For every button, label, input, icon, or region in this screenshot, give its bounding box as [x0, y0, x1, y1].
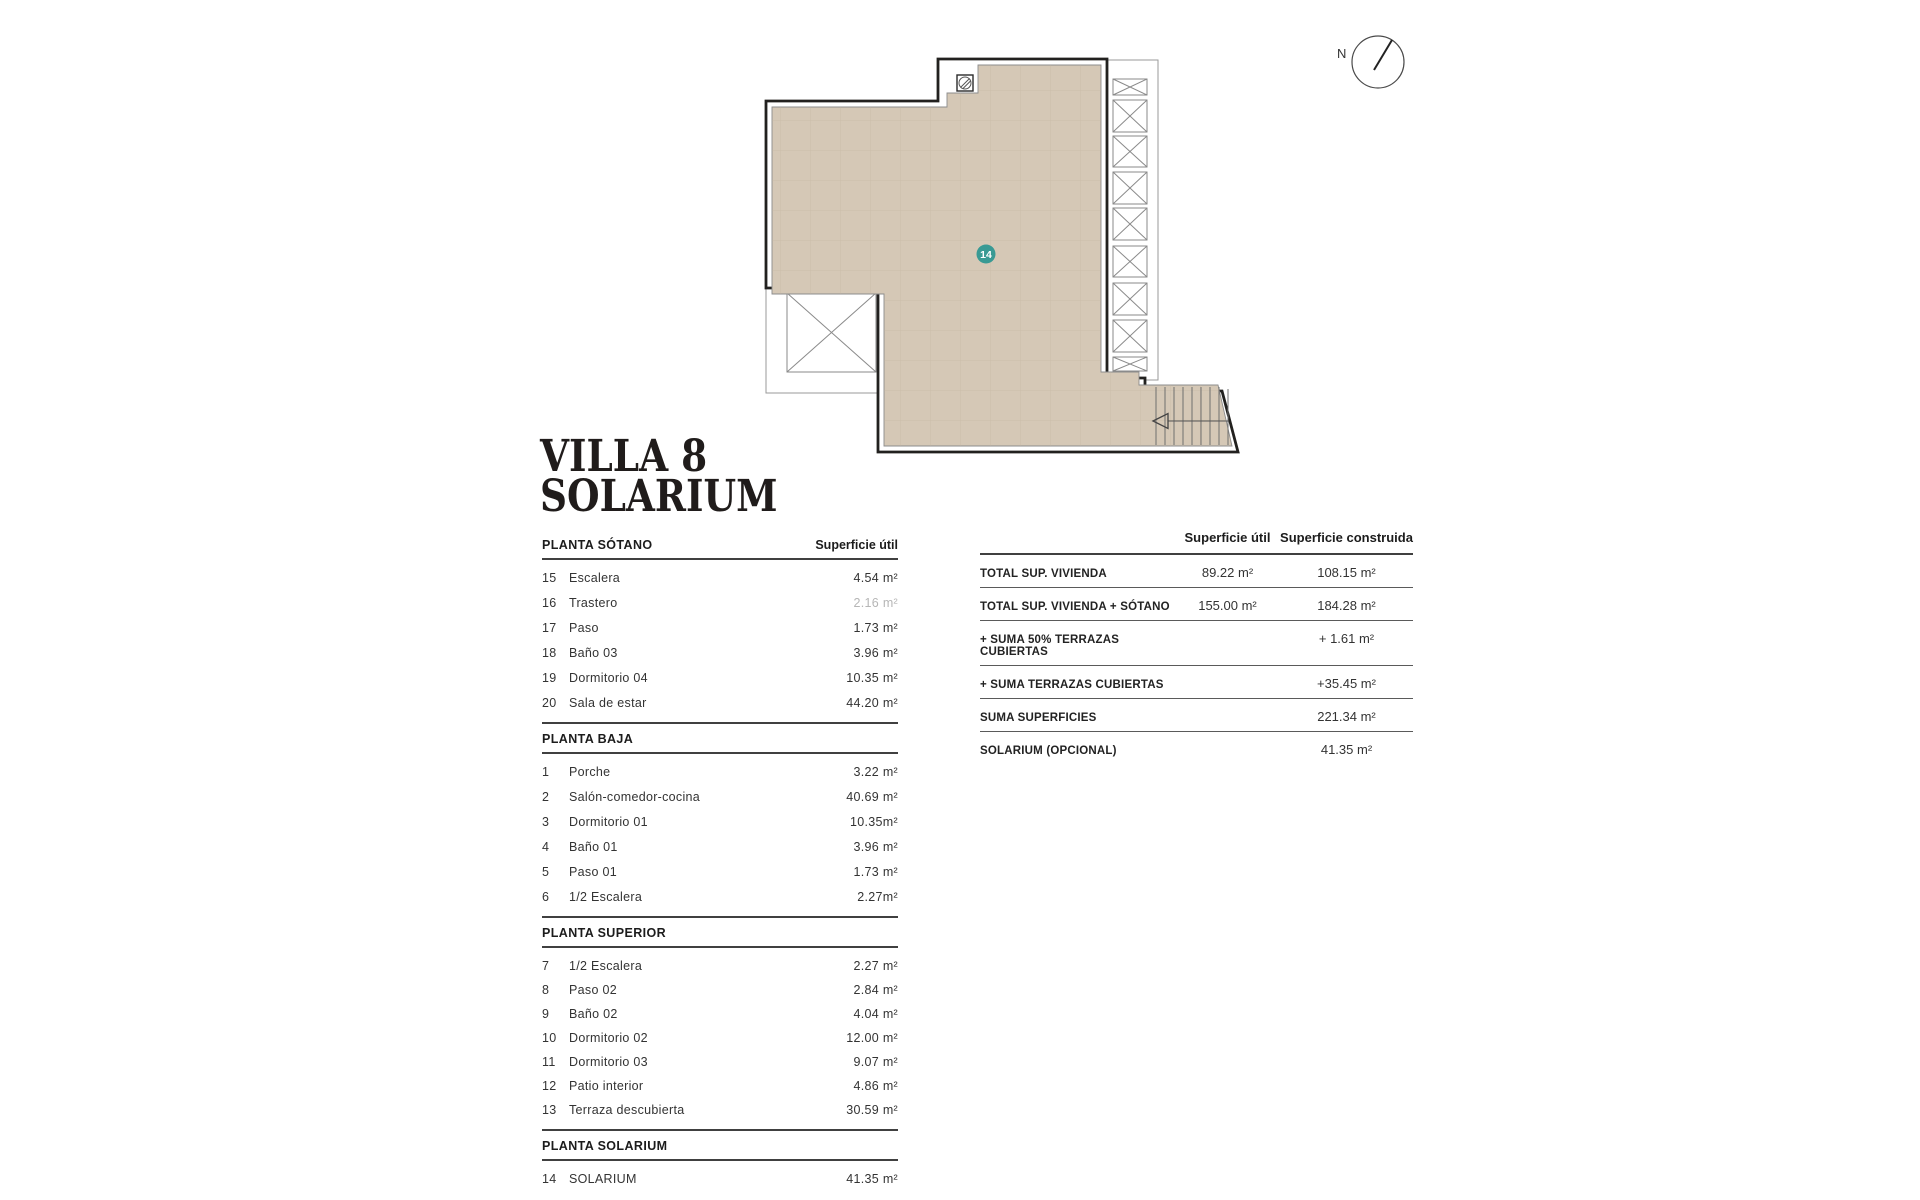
table-row [542, 621, 898, 638]
table-row [542, 671, 898, 688]
pergola-x-boxes [1113, 79, 1147, 371]
table-section [542, 538, 898, 724]
room-number: 6 [542, 890, 550, 904]
section-rows [542, 948, 898, 1120]
table-row [542, 1031, 898, 1048]
room-name: Salón-comedor-cocina [569, 790, 701, 804]
section-rows [542, 560, 898, 713]
summary-row [980, 732, 1413, 764]
unit-marker-label: 14 [980, 249, 992, 261]
summary-construida-value: 184.28 m² [1317, 598, 1376, 613]
superficie-util-header: Superficie útil [815, 538, 898, 552]
table-row [542, 1007, 898, 1024]
floor-plan [740, 10, 1460, 470]
room-area: 4.86 m² [853, 1079, 898, 1093]
table-row [542, 571, 898, 588]
room-number: 17 [542, 621, 557, 635]
section-header: PLANTA SOLARIUM [542, 1139, 668, 1153]
room-area: 40.69 m² [846, 790, 898, 804]
room-number: 10 [542, 1031, 557, 1045]
page-title [540, 431, 778, 522]
summary-label: SOLARIUM (OPCIONAL) [980, 745, 1117, 757]
summary-table [980, 530, 1413, 764]
room-name: Paso 02 [569, 983, 617, 997]
room-area: 4.54 m² [853, 571, 898, 585]
room-number: 11 [542, 1055, 556, 1069]
room-number: 19 [542, 671, 557, 685]
summary-label: TOTAL SUP. VIVIENDA [980, 568, 1107, 580]
room-number: 7 [542, 959, 550, 973]
room-number: 13 [542, 1103, 557, 1117]
table-section [542, 926, 898, 1131]
room-number: 14 [542, 1172, 557, 1186]
table-row [542, 765, 898, 782]
room-name: Patio interior [569, 1079, 644, 1093]
summary-row [980, 666, 1413, 699]
room-number: 20 [542, 696, 557, 710]
room-area: 2.27m² [857, 890, 898, 904]
title-line-2: SOLARIUM [540, 471, 778, 522]
summary-rows [980, 555, 1413, 764]
table-row [542, 790, 898, 807]
room-name: Baño 02 [569, 1007, 618, 1021]
room-number: 2 [542, 790, 550, 804]
summary-construida-value: 108.15 m² [1317, 565, 1376, 580]
summary-row [980, 555, 1413, 588]
table-section [542, 732, 898, 918]
table-row [542, 1172, 898, 1189]
summary-label: SUMA SUPERFICIES [980, 712, 1097, 724]
room-name: Paso 01 [569, 865, 617, 879]
room-name: Dormitorio 04 [569, 671, 648, 685]
table-row [542, 865, 898, 882]
room-area: 9.07 m² [853, 1055, 898, 1069]
table-row [542, 696, 898, 713]
section-header: PLANTA BAJA [542, 732, 634, 746]
room-number: 1 [542, 765, 550, 779]
room-name: Dormitorio 01 [569, 815, 648, 829]
summary-label: + SUMA TERRAZAS CUBIERTAS [980, 679, 1164, 691]
room-number: 3 [542, 815, 550, 829]
section-header-row [542, 538, 898, 560]
summary-row [980, 588, 1413, 621]
table-row [542, 815, 898, 832]
table-row [542, 596, 898, 613]
title-line-1: VILLA 8 [540, 431, 708, 482]
summary-util-value: 155.00 m² [1198, 598, 1257, 613]
compass-north-label: N [1337, 46, 1347, 61]
room-number: 18 [542, 646, 557, 660]
summary-table-header [980, 530, 1413, 555]
room-name: Terraza descubierta [569, 1103, 685, 1117]
table-row [542, 1103, 898, 1120]
summary-util-value: 89.22 m² [1201, 565, 1254, 580]
room-name: SOLARIUM [569, 1172, 637, 1186]
table-section [542, 1139, 898, 1198]
table-row [542, 1079, 898, 1096]
room-number: 12 [542, 1079, 557, 1093]
room-area: 41.35 m² [846, 1172, 898, 1186]
room-number: 8 [542, 983, 550, 997]
room-name: Dormitorio 02 [569, 1031, 648, 1045]
summary-construida-value: + 1.61 m² [1318, 631, 1375, 646]
room-area: 1.73 m² [853, 621, 898, 635]
compass-icon [1337, 36, 1404, 88]
table-row [542, 983, 898, 1000]
room-number: 9 [542, 1007, 550, 1021]
room-number: 15 [542, 571, 557, 585]
room-area: 4.04 m² [853, 1007, 898, 1021]
summary-construida-value: 221.34 m² [1317, 709, 1376, 724]
section-header: PLANTA SÓTANO [542, 538, 653, 552]
room-area: 44.20 m² [846, 696, 898, 710]
room-name: Sala de estar [569, 696, 647, 710]
room-name: Trastero [569, 596, 618, 610]
construida-column-header: Superficie construida [1280, 530, 1413, 545]
summary-construida-value: 41.35 m² [1320, 742, 1373, 757]
summary-row [980, 621, 1413, 666]
room-area: 2.84 m² [853, 983, 898, 997]
util-column-header: Superficie útil [1184, 530, 1271, 545]
table-row [542, 1055, 898, 1072]
room-name: Paso [569, 621, 599, 635]
room-area: 2.27 m² [853, 959, 898, 973]
room-area: 1.73 m² [853, 865, 898, 879]
room-name: 1/2 Escalera [569, 890, 643, 904]
room-area: 10.35 m² [846, 671, 898, 685]
room-area: 3.96 m² [853, 840, 898, 854]
room-area: 12.00 m² [846, 1031, 898, 1045]
section-header: PLANTA SUPERIOR [542, 926, 667, 940]
room-area: 10.35m² [850, 815, 898, 829]
table-row [542, 646, 898, 663]
room-name: Dormitorio 03 [569, 1055, 648, 1069]
unit-marker [977, 245, 996, 264]
table-row [542, 959, 898, 976]
summary-label: TOTAL SUP. VIVIENDA + SÓTANO [980, 601, 1170, 613]
table-row [542, 890, 898, 907]
table-row [542, 840, 898, 857]
room-table [542, 538, 898, 1200]
section-rows [542, 1161, 898, 1189]
section-header-row [542, 1139, 898, 1161]
room-number: 4 [542, 840, 550, 854]
summary-label: + SUMA 50% TERRAZAS CUBIERTAS [980, 634, 1120, 658]
room-number: 16 [542, 596, 557, 610]
void-x-square [787, 293, 876, 372]
summary-row [980, 699, 1413, 732]
room-name: Porche [569, 765, 611, 779]
room-area: 3.22 m² [853, 765, 898, 779]
room-area: 30.59 m² [846, 1103, 898, 1117]
shaft-marker-icon [957, 75, 973, 91]
room-name: 1/2 Escalera [569, 959, 643, 973]
room-number: 5 [542, 865, 550, 879]
section-header-row [542, 732, 898, 754]
room-name: Escalera [569, 571, 621, 585]
room-area: 3.96 m² [853, 646, 898, 660]
room-name: Baño 01 [569, 840, 618, 854]
room-area: 2.16 m² [853, 596, 898, 610]
summary-construida-value: +35.45 m² [1317, 676, 1376, 691]
section-rows [542, 754, 898, 907]
section-header-row [542, 926, 898, 948]
room-name: Baño 03 [569, 646, 618, 660]
